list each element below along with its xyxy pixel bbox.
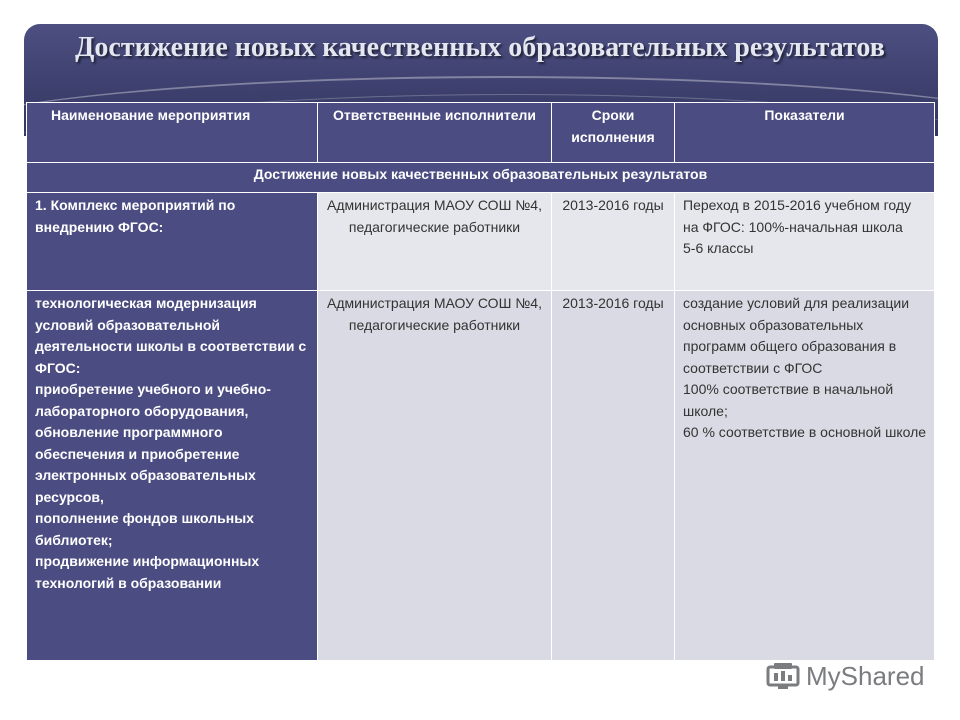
activity-line: приобретение учебного и учебно-лабораторного оборудования, <box>35 381 271 419</box>
header-responsible: Ответственные исполнители <box>318 103 552 163</box>
plan-table <box>26 102 935 661</box>
table-row <box>27 193 935 291</box>
period-cell: 2013-2016 годы <box>552 291 675 661</box>
header-period: Сроки исполнения <box>552 103 675 163</box>
activity-line: продвижение информационных технологий в образовании <box>35 553 260 591</box>
table-row <box>27 291 935 661</box>
indicator-line: 60 % соответствие в основной школе <box>683 424 927 440</box>
responsible-cell: Администрация МАОУ СОШ №4, педагогические работники <box>318 291 552 661</box>
watermark-text: MyShared <box>806 660 925 691</box>
activity-line: обновление программного обеспечения и приобретение электронных образовательных ресурсов, <box>35 424 256 505</box>
indicator-line: создание условий для реализации основных образовательных программ общего образования в соответствии с ФГОС <box>683 295 910 376</box>
slide-title: Достижение новых качественных образовательных результатов <box>75 32 885 63</box>
activity-cell <box>27 291 318 661</box>
responsible-cell: Администрация МАОУ СОШ №4, педагогические работники <box>318 193 552 291</box>
header-indicators: Показатели <box>675 103 935 163</box>
watermark <box>766 658 925 694</box>
activity-line: технологическая модернизация условий образовательной деятельности школы в соответствии с ФГОС: <box>35 295 307 376</box>
header-activity: Наименование мероприятия <box>27 103 318 163</box>
indicator-line: Переход в 2015-2016 учебном году на ФГОС: 100%-начальная школа <box>683 197 912 235</box>
activity-cell <box>27 193 318 291</box>
activity-line: пополнение фондов школьных библиотек; <box>35 510 254 548</box>
indicator-line: 100% соответствие в начальной школе; <box>683 381 894 419</box>
indicators-cell <box>675 193 935 291</box>
indicators-cell <box>675 291 935 661</box>
indicator-line: 5-6 классы <box>683 240 754 256</box>
myshared-logo-icon <box>766 661 800 691</box>
section-title: Достижение новых качественных образовательных результатов <box>27 163 935 193</box>
activity-line: 1. Комплекс мероприятий по внедрению ФГОС: <box>35 197 236 235</box>
period-cell: 2013-2016 годы <box>552 193 675 291</box>
section-row <box>27 163 935 193</box>
table-header-row <box>27 103 935 163</box>
